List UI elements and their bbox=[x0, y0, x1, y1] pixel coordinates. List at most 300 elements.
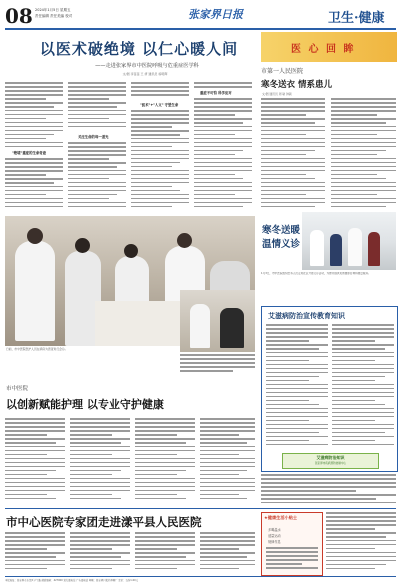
text-line bbox=[261, 490, 356, 492]
text-line bbox=[331, 198, 396, 200]
text-line bbox=[261, 110, 325, 112]
text-line bbox=[131, 130, 189, 132]
text-line bbox=[68, 186, 126, 188]
text-line bbox=[200, 552, 255, 554]
text-line bbox=[135, 548, 177, 550]
text-line bbox=[70, 568, 112, 570]
text-line bbox=[135, 438, 195, 440]
text-line bbox=[261, 494, 396, 496]
text-line bbox=[200, 486, 255, 488]
text-line bbox=[200, 548, 239, 550]
text-line bbox=[68, 150, 126, 152]
text-line bbox=[332, 340, 375, 342]
text-line bbox=[261, 118, 325, 120]
text-line bbox=[5, 434, 47, 436]
lead-col-3b bbox=[131, 110, 189, 212]
text-line bbox=[70, 556, 121, 558]
right-col-1 bbox=[261, 98, 325, 210]
text-line bbox=[135, 442, 186, 444]
text-line bbox=[68, 166, 117, 168]
text-line bbox=[180, 366, 255, 368]
text-line bbox=[266, 332, 328, 334]
text-line bbox=[266, 432, 319, 434]
text-line bbox=[200, 498, 247, 500]
text-line bbox=[200, 564, 255, 566]
text-line bbox=[5, 202, 63, 204]
text-line bbox=[194, 126, 252, 128]
text-line bbox=[5, 118, 46, 120]
text-line bbox=[261, 146, 325, 148]
text-line bbox=[135, 434, 177, 436]
text-line bbox=[194, 86, 252, 88]
text-line bbox=[194, 150, 243, 152]
text-line bbox=[180, 358, 255, 360]
text-line bbox=[135, 498, 186, 500]
text-line bbox=[266, 559, 318, 561]
lead-col-4 bbox=[194, 82, 252, 90]
text-line bbox=[5, 178, 63, 180]
text-line bbox=[266, 555, 318, 557]
text-line bbox=[68, 98, 109, 100]
text-line bbox=[200, 482, 255, 484]
text-line bbox=[194, 118, 252, 120]
text-line bbox=[68, 126, 126, 128]
text-line bbox=[326, 544, 396, 546]
text-line bbox=[194, 102, 252, 104]
text-line bbox=[5, 540, 65, 542]
text-line bbox=[68, 178, 109, 180]
text-line bbox=[266, 444, 328, 446]
bottom-left-col-1 bbox=[5, 418, 65, 504]
banner-text: 医 心 回 眸 bbox=[291, 44, 356, 55]
date-line-1: 2024年1月5日 星期五 bbox=[35, 8, 71, 12]
text-line bbox=[332, 352, 394, 354]
text-line bbox=[131, 146, 172, 148]
text-line bbox=[266, 364, 328, 366]
text-line bbox=[331, 190, 396, 192]
text-line bbox=[261, 122, 315, 124]
text-line bbox=[261, 154, 306, 156]
text-line bbox=[261, 194, 306, 196]
text-line bbox=[5, 122, 63, 124]
text-line bbox=[68, 194, 117, 196]
text-line bbox=[261, 134, 306, 136]
text-line bbox=[70, 470, 121, 472]
text-line bbox=[331, 118, 396, 120]
text-line bbox=[70, 482, 130, 484]
text-line bbox=[5, 182, 54, 184]
text-line bbox=[261, 198, 325, 200]
text-line bbox=[131, 174, 189, 176]
right-lower-text bbox=[261, 474, 396, 506]
text-line bbox=[326, 560, 396, 562]
lead-inner-head-2: 关注生命的每一道光 bbox=[78, 135, 109, 139]
text-line bbox=[70, 438, 130, 440]
text-line bbox=[326, 564, 386, 566]
text-line bbox=[135, 430, 195, 432]
text-line bbox=[332, 388, 394, 390]
text-line bbox=[135, 478, 195, 480]
text-line bbox=[5, 138, 46, 140]
text-line bbox=[194, 162, 252, 164]
text-line bbox=[194, 186, 252, 188]
text-line bbox=[200, 536, 255, 538]
mid-right-title-2: 温情义诊 bbox=[262, 239, 301, 250]
text-line bbox=[131, 190, 180, 192]
text-line bbox=[332, 328, 394, 330]
text-line bbox=[326, 520, 396, 522]
text-line bbox=[261, 150, 315, 152]
text-line bbox=[261, 106, 325, 108]
text-line bbox=[332, 432, 385, 434]
lead-col-2b bbox=[68, 142, 126, 212]
text-line bbox=[266, 388, 328, 390]
text-line bbox=[266, 416, 328, 418]
bottom-left-col-2 bbox=[70, 418, 130, 504]
text-line bbox=[5, 186, 63, 188]
text-line bbox=[131, 82, 189, 84]
text-line bbox=[331, 98, 396, 100]
center-photo-2-text bbox=[180, 354, 255, 374]
text-line bbox=[332, 336, 394, 338]
text-line bbox=[131, 94, 189, 96]
text-line bbox=[331, 122, 386, 124]
section-name: 卫生·健康 bbox=[328, 11, 385, 26]
text-line bbox=[261, 166, 325, 168]
text-line bbox=[135, 470, 186, 472]
bottom-story-headline: 市中心医院专家团走进漾平县人民医院 bbox=[6, 515, 202, 529]
date-line-2: 责任编辑 责任美编 校对 bbox=[35, 14, 73, 18]
text-line bbox=[5, 490, 65, 492]
text-line bbox=[331, 170, 396, 172]
text-line bbox=[266, 440, 309, 442]
text-line bbox=[5, 158, 63, 160]
text-line bbox=[131, 142, 189, 144]
text-line bbox=[194, 194, 235, 196]
ad-item-1: 多喝温水 bbox=[268, 528, 281, 532]
text-line bbox=[68, 118, 109, 120]
text-line bbox=[5, 426, 65, 428]
text-line bbox=[331, 110, 396, 112]
text-line bbox=[68, 198, 109, 200]
text-line bbox=[332, 416, 394, 418]
text-line bbox=[261, 102, 325, 104]
lead-col-2 bbox=[68, 82, 126, 132]
lead-photo-caption: 日前，市中医院医护人员在病房为患者进行会诊。 bbox=[6, 347, 68, 351]
bottom-left-kicker: 市中医院 bbox=[6, 386, 29, 392]
text-line bbox=[266, 340, 309, 342]
text-line bbox=[261, 158, 325, 160]
text-line bbox=[135, 466, 195, 468]
lead-inner-head-4: 重症不可怕 科学应对 bbox=[200, 91, 232, 95]
text-line bbox=[135, 422, 195, 424]
text-line bbox=[70, 548, 112, 550]
text-line bbox=[70, 422, 130, 424]
right-col-2 bbox=[331, 98, 396, 210]
text-line bbox=[5, 190, 63, 192]
text-line bbox=[131, 138, 189, 140]
bottom-divider bbox=[5, 508, 396, 509]
text-line bbox=[131, 198, 189, 200]
text-line bbox=[70, 458, 130, 460]
text-line bbox=[135, 486, 195, 488]
text-line bbox=[131, 154, 189, 156]
text-line bbox=[200, 494, 239, 496]
text-line bbox=[5, 494, 47, 496]
text-line bbox=[194, 82, 252, 84]
text-line bbox=[200, 442, 247, 444]
text-line bbox=[68, 174, 126, 176]
text-line bbox=[68, 170, 126, 172]
text-line bbox=[135, 536, 195, 538]
text-line bbox=[5, 568, 47, 570]
text-line bbox=[5, 450, 65, 452]
footer-rule bbox=[5, 576, 396, 577]
text-line bbox=[331, 174, 377, 176]
text-line bbox=[194, 146, 252, 148]
text-line bbox=[194, 98, 252, 100]
public-box-footer bbox=[282, 453, 379, 469]
paper-name: 张家界日报 bbox=[188, 8, 243, 21]
text-line bbox=[261, 174, 306, 176]
text-line bbox=[261, 202, 325, 204]
public-box-col-1 bbox=[266, 324, 328, 450]
text-line bbox=[261, 142, 325, 144]
text-line bbox=[332, 392, 394, 394]
text-line bbox=[200, 474, 239, 476]
text-line bbox=[68, 206, 126, 208]
text-line bbox=[266, 360, 309, 362]
text-line bbox=[5, 194, 46, 196]
text-line bbox=[131, 158, 189, 160]
text-line bbox=[5, 548, 47, 550]
text-line bbox=[131, 170, 189, 172]
text-line bbox=[332, 356, 394, 358]
public-box-footer-title: 艾滋病防治知识 bbox=[316, 455, 345, 460]
text-line bbox=[200, 556, 247, 558]
text-line bbox=[331, 186, 396, 188]
text-line bbox=[70, 564, 130, 566]
text-line bbox=[332, 404, 385, 406]
text-line bbox=[331, 194, 377, 196]
mid-right-title-1: 寒冬送暖 bbox=[262, 225, 301, 236]
text-line bbox=[68, 94, 126, 96]
text-line bbox=[135, 454, 177, 456]
text-line bbox=[266, 368, 328, 370]
text-line bbox=[266, 348, 319, 350]
text-line bbox=[70, 430, 130, 432]
lead-inner-head-1: "绝境"重症的生命奇迹 bbox=[12, 151, 47, 155]
text-line bbox=[131, 126, 172, 128]
text-line bbox=[200, 532, 255, 534]
ad-box bbox=[261, 512, 323, 576]
text-line bbox=[5, 110, 63, 112]
text-line bbox=[70, 540, 130, 542]
text-line bbox=[135, 490, 195, 492]
text-line bbox=[5, 102, 63, 104]
text-line bbox=[135, 450, 195, 452]
lead-col-1 bbox=[5, 82, 63, 150]
text-line bbox=[194, 110, 252, 112]
text-line bbox=[332, 436, 394, 438]
text-line bbox=[131, 166, 172, 168]
text-line bbox=[266, 551, 318, 553]
text-line bbox=[70, 426, 130, 428]
lead-byline: 文/图 李苗苗 王 妍 通讯员 杨明辉 bbox=[122, 72, 168, 76]
text-line bbox=[326, 512, 396, 514]
text-line bbox=[70, 486, 130, 488]
text-line bbox=[5, 446, 65, 448]
text-line bbox=[5, 106, 54, 108]
text-line bbox=[5, 98, 46, 100]
text-line bbox=[331, 146, 396, 148]
text-line bbox=[135, 458, 195, 460]
text-line bbox=[331, 178, 386, 180]
text-line bbox=[194, 142, 252, 144]
text-line bbox=[70, 544, 130, 546]
text-line bbox=[331, 138, 396, 140]
text-line bbox=[261, 486, 396, 488]
text-line bbox=[5, 556, 56, 558]
text-line bbox=[261, 478, 396, 480]
text-line bbox=[70, 434, 112, 436]
text-line bbox=[261, 130, 325, 132]
text-line bbox=[326, 516, 396, 518]
text-line bbox=[200, 478, 255, 480]
text-line bbox=[5, 430, 65, 432]
text-line bbox=[332, 348, 385, 350]
text-line bbox=[5, 536, 65, 538]
text-line bbox=[261, 162, 325, 164]
text-line bbox=[5, 90, 63, 92]
lead-col-4b bbox=[194, 98, 252, 212]
text-line bbox=[5, 130, 63, 132]
text-line bbox=[266, 324, 328, 326]
text-line bbox=[261, 190, 325, 192]
text-line bbox=[200, 450, 255, 452]
text-line bbox=[332, 364, 394, 366]
text-line bbox=[5, 454, 47, 456]
lead-col-1b bbox=[5, 158, 63, 213]
text-line bbox=[5, 486, 65, 488]
text-line bbox=[266, 372, 328, 374]
text-line bbox=[70, 478, 130, 480]
text-line bbox=[266, 336, 328, 338]
text-line bbox=[194, 106, 252, 108]
bottom-story-col-2 bbox=[70, 532, 130, 574]
text-line bbox=[332, 324, 394, 326]
text-line bbox=[5, 470, 56, 472]
text-line bbox=[180, 362, 255, 364]
text-line bbox=[5, 94, 63, 96]
text-line bbox=[5, 146, 63, 148]
text-line bbox=[261, 186, 325, 188]
text-line bbox=[194, 158, 252, 160]
text-line bbox=[200, 470, 247, 472]
text-line bbox=[200, 560, 255, 562]
text-line bbox=[131, 114, 189, 116]
text-line bbox=[5, 198, 63, 200]
text-line bbox=[131, 118, 189, 120]
text-line bbox=[135, 446, 195, 448]
text-line bbox=[331, 130, 396, 132]
text-line bbox=[5, 438, 65, 440]
text-line bbox=[194, 114, 235, 116]
text-line bbox=[180, 370, 233, 372]
text-line bbox=[131, 90, 189, 92]
text-line bbox=[200, 462, 255, 464]
text-line bbox=[5, 442, 56, 444]
text-line bbox=[70, 552, 130, 554]
ad-body bbox=[266, 547, 318, 571]
public-box-title: 艾滋病防治宣传教育知识 bbox=[268, 311, 345, 320]
text-line bbox=[200, 568, 239, 570]
text-line bbox=[194, 178, 243, 180]
text-line bbox=[131, 86, 189, 88]
text-line bbox=[331, 102, 396, 104]
right-title: 寒冬送衣 情系患儿 bbox=[261, 80, 332, 90]
text-line bbox=[5, 114, 63, 116]
text-line bbox=[194, 190, 252, 192]
text-line bbox=[70, 442, 121, 444]
text-line bbox=[266, 392, 328, 394]
text-line bbox=[5, 564, 65, 566]
text-line bbox=[194, 166, 252, 168]
text-line bbox=[200, 422, 255, 424]
text-line bbox=[5, 466, 65, 468]
text-line bbox=[68, 114, 126, 116]
lead-inner-head-3: "医术"+"人文" 守望生命 bbox=[140, 103, 179, 107]
text-line bbox=[68, 142, 126, 144]
text-line bbox=[261, 170, 325, 172]
text-line bbox=[135, 552, 195, 554]
text-line bbox=[266, 384, 328, 386]
text-line bbox=[266, 428, 328, 430]
bottom-left-col-3 bbox=[135, 418, 195, 504]
text-line bbox=[194, 202, 252, 204]
text-line bbox=[194, 130, 252, 132]
text-line bbox=[332, 344, 394, 346]
text-line bbox=[261, 474, 396, 476]
lead-headline: 以医术破绝境 以仁心暖人间 bbox=[39, 40, 239, 58]
text-line bbox=[332, 424, 394, 426]
text-line bbox=[331, 142, 396, 144]
text-line bbox=[70, 418, 130, 420]
text-line bbox=[68, 162, 126, 164]
text-line bbox=[200, 454, 239, 456]
text-line bbox=[261, 126, 325, 128]
masthead-rule bbox=[5, 28, 396, 30]
text-line bbox=[261, 178, 315, 180]
text-line bbox=[70, 462, 130, 464]
text-line bbox=[5, 498, 56, 500]
text-line bbox=[5, 422, 65, 424]
text-line bbox=[135, 568, 177, 570]
text-line bbox=[135, 494, 177, 496]
text-line bbox=[331, 154, 377, 156]
text-line bbox=[261, 482, 396, 484]
text-line bbox=[68, 82, 126, 84]
text-line bbox=[266, 396, 328, 398]
text-line bbox=[131, 182, 189, 184]
text-line bbox=[68, 158, 109, 160]
text-line bbox=[332, 384, 394, 386]
text-line bbox=[131, 194, 189, 196]
text-line bbox=[68, 122, 126, 124]
text-line bbox=[135, 544, 195, 546]
text-line bbox=[266, 356, 328, 358]
text-line bbox=[68, 146, 126, 148]
